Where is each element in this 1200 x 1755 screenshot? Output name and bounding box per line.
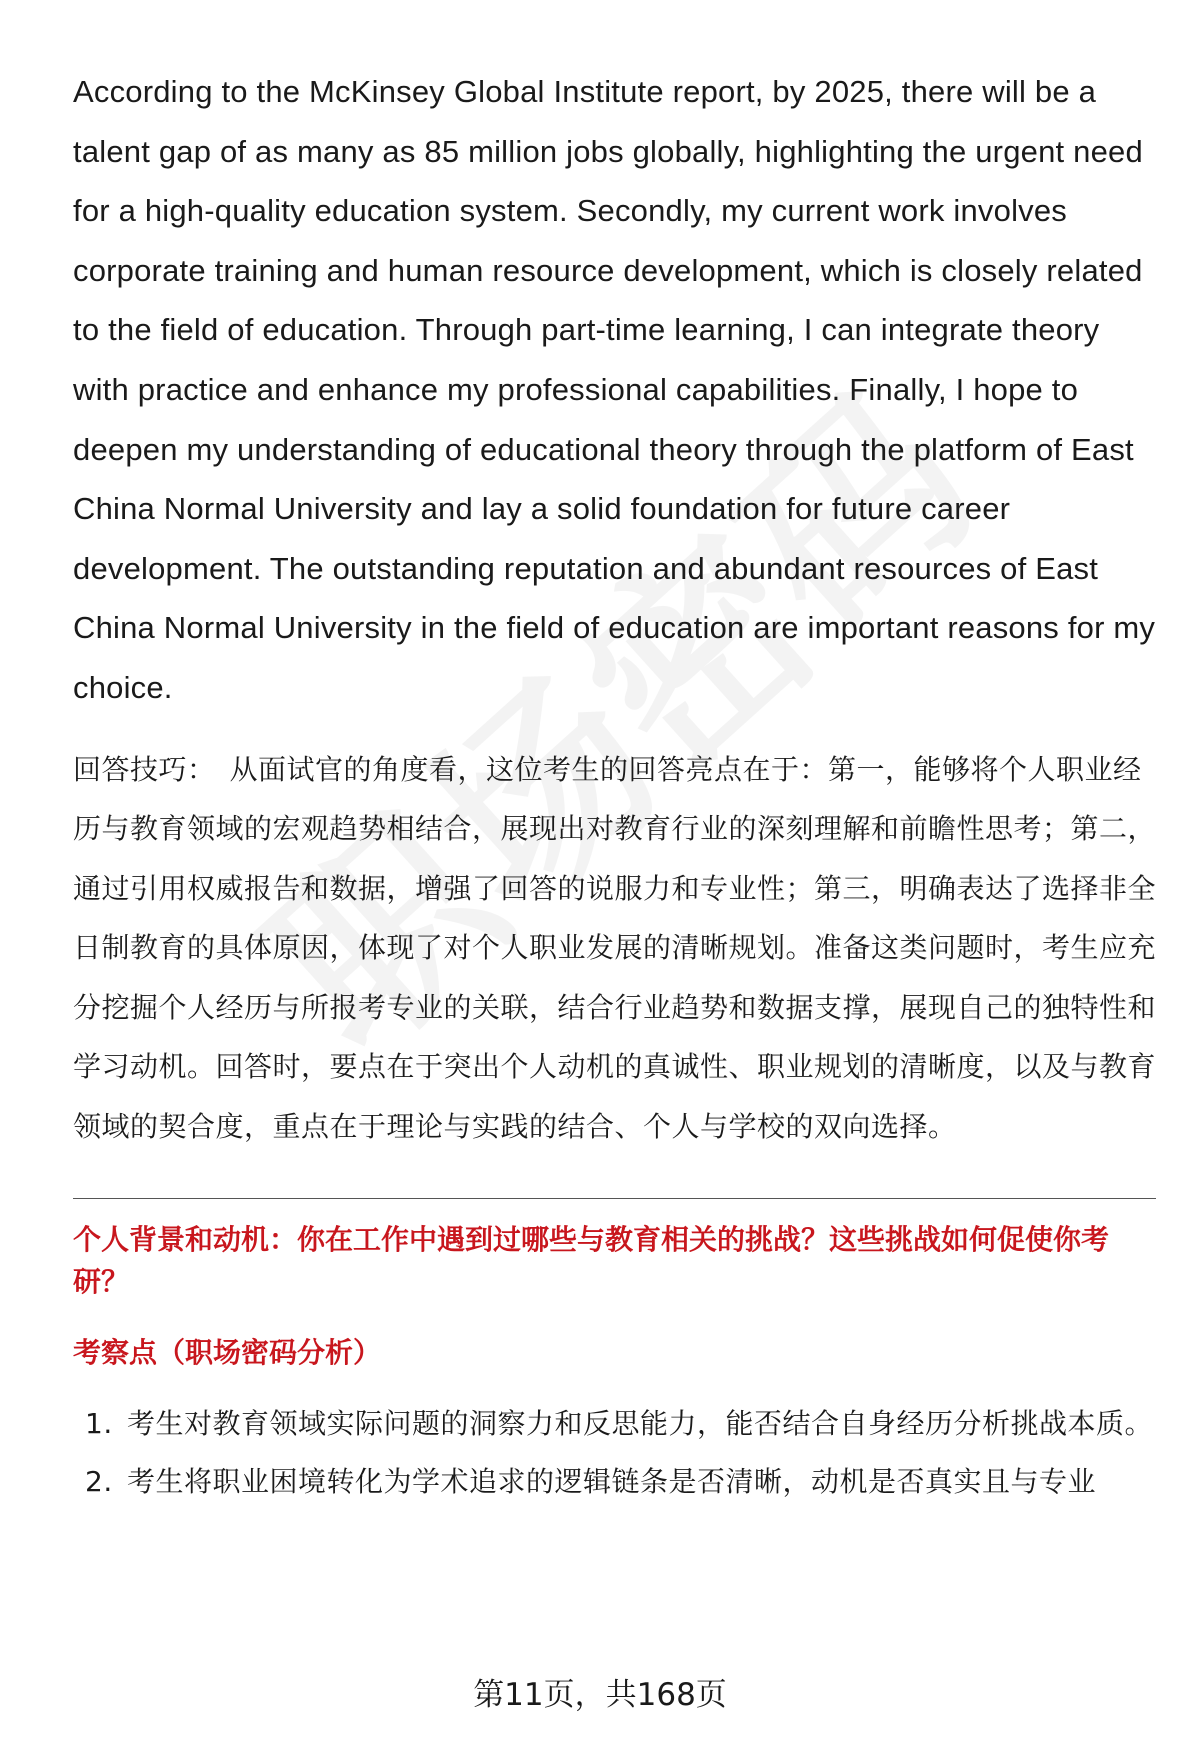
- assessment-heading: 考察点（职场密码分析）: [73, 1336, 382, 1370]
- answer-paragraph: According to the McKinsey Global Institute report, by 2025, there will be a talent gap of as many as 85 million jobs globally, highlighting the urgent need for a high-quality education system. Secondly, my current work involves corporate training and human resource development, which is closely related to the field of education. Through part-time learning, I can integrate theory with practice and enhance my professional capabilities. Finally, I hope to deepen my understanding of educational theory through the platform of East China Normal University and lay a solid foundation for future career development. The outstanding reputation and abundant resources of East China Normal University in the field of education are important reasons for my choice.: [73, 74, 1156, 705]
- answer-tips: [73, 740, 1159, 1157]
- page-content: [73, 62, 1159, 1511]
- assessment-points-list: [73, 1395, 1159, 1511]
- question-heading: 个人背景和动机：你在工作中遇到过哪些与教育相关的挑战？这些挑战如何促使你考研？: [73, 1223, 1110, 1299]
- list-item: [73, 1453, 1159, 1511]
- tips-label: 回答技巧：: [73, 752, 216, 786]
- section-divider: [73, 1198, 1156, 1199]
- list-item-number: 1.: [85, 1407, 113, 1441]
- page-number-footer: 第11页，共168页: [473, 1677, 727, 1713]
- list-item-number: 2.: [85, 1465, 113, 1499]
- list-item-text: 考生将职业困境转化为学术追求的逻辑链条是否清晰，动机是否真实且与专业: [127, 1465, 1097, 1499]
- list-item: [73, 1395, 1159, 1453]
- tips-text: 从面试官的角度看，这位考生的回答亮点在于：第一，能够将个人职业经历与教育领域的宏观趋势相结合，展现出对教育行业的深刻理解和前瞻性思考；第二，通过引用权威报告和数据，增强了回答的说服力和专业性；第三，明确表达了选择非全日制教育的具体原因，体现了对个人职业发展的清晰规划。准备这类问题时，考生应充分挖掘个人经历与所报考专业的关联，结合行业趋势和数据支撑，展现自己的独特性和学习动机。回答时，要点在于突出个人动机的真诚性、职业规划的清晰度，以及与教育领域的契合度，重点在于理论与实践的结合、个人与学校的双向选择。: [73, 752, 1157, 1143]
- list-item-text: 考生对教育领域实际问题的洞察力和反思能力，能否结合自身经历分析挑战本质。: [127, 1407, 1154, 1441]
